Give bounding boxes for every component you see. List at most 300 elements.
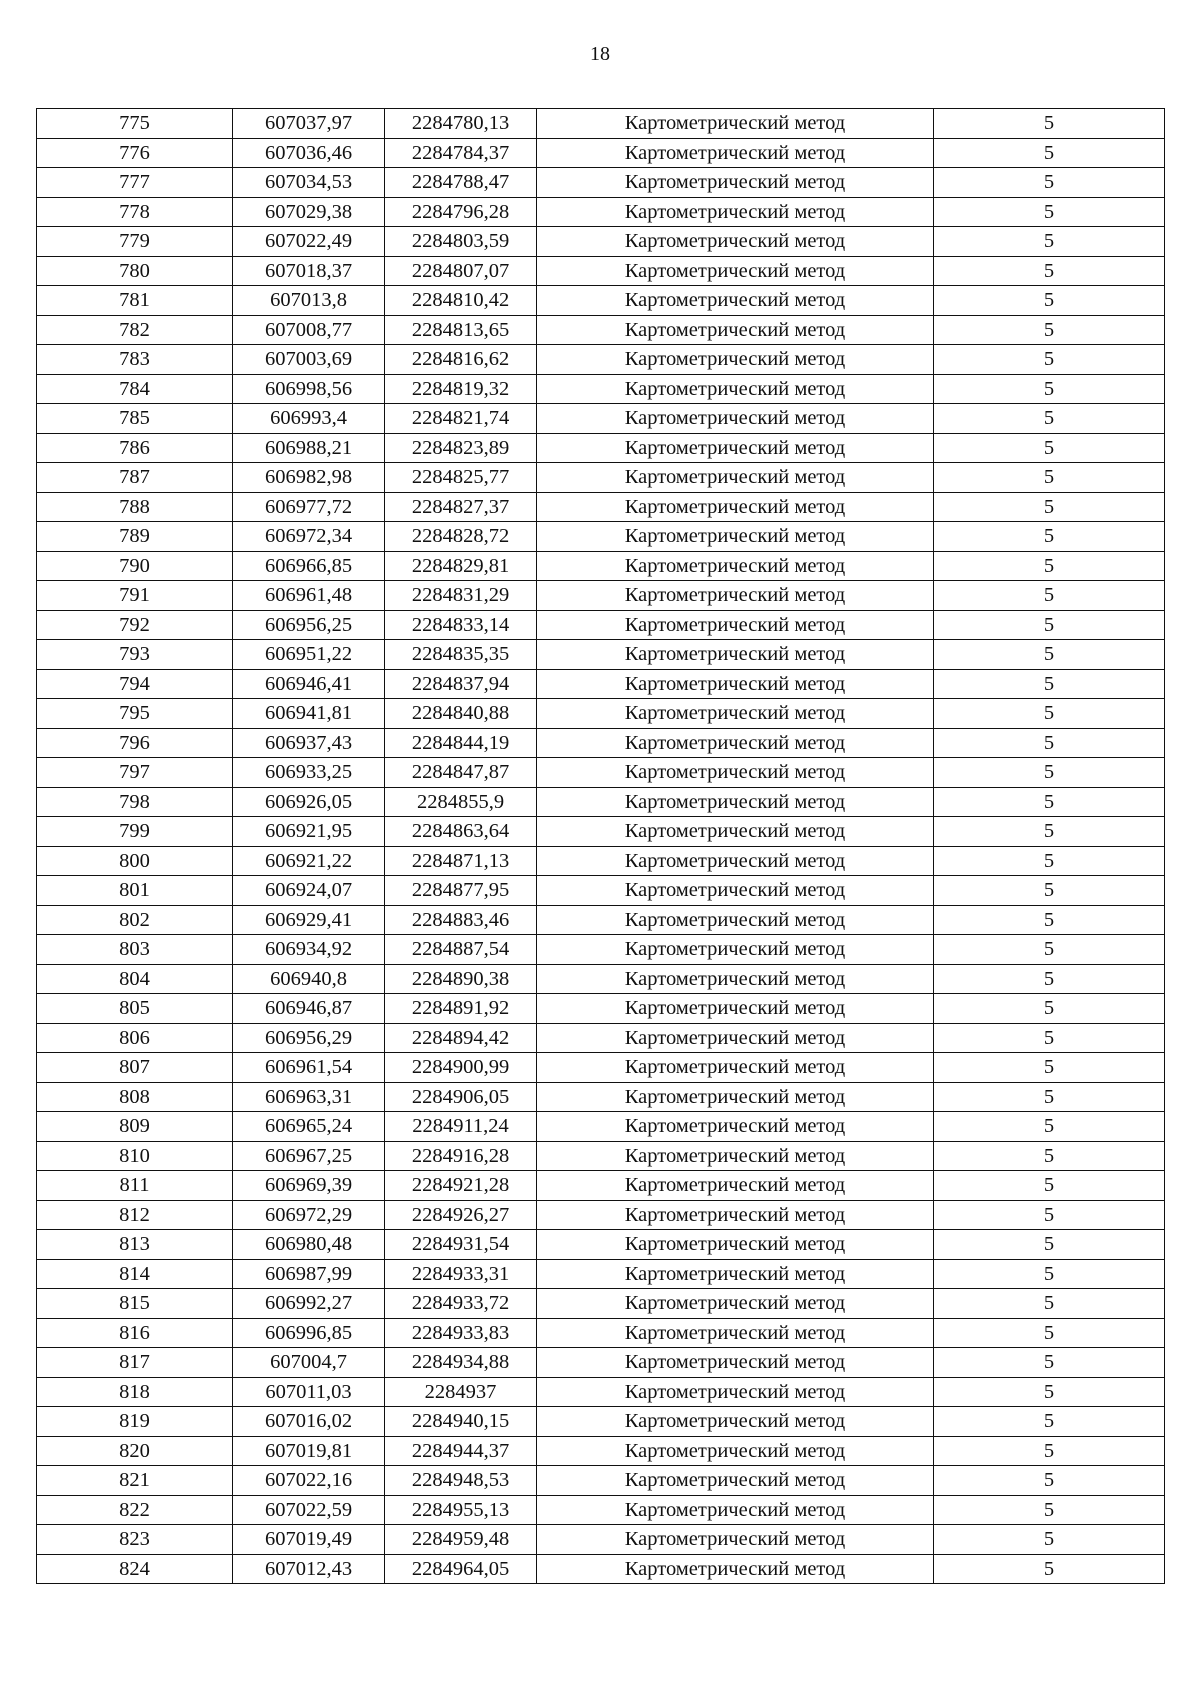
x-coordinate-cell: 606961,54 xyxy=(233,1053,385,1083)
y-coordinate-cell: 2284780,13 xyxy=(385,109,537,139)
point-number-cell: 814 xyxy=(37,1259,233,1289)
table-row xyxy=(37,522,1165,552)
method-cell: Картометрический метод xyxy=(537,610,934,640)
point-number-cell: 786 xyxy=(37,433,233,463)
y-coordinate-cell: 2284933,83 xyxy=(385,1318,537,1348)
accuracy-cell: 5 xyxy=(934,1112,1165,1142)
y-coordinate-cell: 2284788,47 xyxy=(385,168,537,198)
accuracy-cell: 5 xyxy=(934,1023,1165,1053)
table-row xyxy=(37,404,1165,434)
method-cell: Картометрический метод xyxy=(537,1200,934,1230)
x-coordinate-cell: 606972,34 xyxy=(233,522,385,552)
method-cell: Картометрический метод xyxy=(537,669,934,699)
table-row xyxy=(37,669,1165,699)
point-number-cell: 794 xyxy=(37,669,233,699)
y-coordinate-cell: 2284883,46 xyxy=(385,905,537,935)
point-number-cell: 785 xyxy=(37,404,233,434)
method-cell: Картометрический метод xyxy=(537,1023,934,1053)
table-row xyxy=(37,964,1165,994)
table-row xyxy=(37,374,1165,404)
accuracy-cell: 5 xyxy=(934,1289,1165,1319)
accuracy-cell: 5 xyxy=(934,492,1165,522)
accuracy-cell: 5 xyxy=(934,404,1165,434)
point-number-cell: 791 xyxy=(37,581,233,611)
accuracy-cell: 5 xyxy=(934,669,1165,699)
table-row xyxy=(37,728,1165,758)
y-coordinate-cell: 2284835,35 xyxy=(385,640,537,670)
table-row xyxy=(37,345,1165,375)
y-coordinate-cell: 2284933,72 xyxy=(385,1289,537,1319)
method-cell: Картометрический метод xyxy=(537,1466,934,1496)
method-cell: Картометрический метод xyxy=(537,404,934,434)
x-coordinate-cell: 607018,37 xyxy=(233,256,385,286)
x-coordinate-cell: 606977,72 xyxy=(233,492,385,522)
x-coordinate-cell: 606956,25 xyxy=(233,610,385,640)
accuracy-cell: 5 xyxy=(934,168,1165,198)
method-cell: Картометрический метод xyxy=(537,551,934,581)
point-number-cell: 799 xyxy=(37,817,233,847)
method-cell: Картометрический метод xyxy=(537,1112,934,1142)
point-number-cell: 777 xyxy=(37,168,233,198)
x-coordinate-cell: 606946,87 xyxy=(233,994,385,1024)
y-coordinate-cell: 2284955,13 xyxy=(385,1495,537,1525)
method-cell: Картометрический метод xyxy=(537,935,934,965)
accuracy-cell: 5 xyxy=(934,551,1165,581)
y-coordinate-cell: 2284934,88 xyxy=(385,1348,537,1378)
method-cell: Картометрический метод xyxy=(537,1171,934,1201)
method-cell: Картометрический метод xyxy=(537,1348,934,1378)
point-number-cell: 824 xyxy=(37,1554,233,1584)
point-number-cell: 822 xyxy=(37,1495,233,1525)
point-number-cell: 779 xyxy=(37,227,233,257)
method-cell: Картометрический метод xyxy=(537,463,934,493)
method-cell: Картометрический метод xyxy=(537,905,934,935)
y-coordinate-cell: 2284959,48 xyxy=(385,1525,537,1555)
accuracy-cell: 5 xyxy=(934,728,1165,758)
point-number-cell: 811 xyxy=(37,1171,233,1201)
y-coordinate-cell: 2284937 xyxy=(385,1377,537,1407)
method-cell: Картометрический метод xyxy=(537,817,934,847)
accuracy-cell: 5 xyxy=(934,1377,1165,1407)
method-cell: Картометрический метод xyxy=(537,1082,934,1112)
x-coordinate-cell: 607036,46 xyxy=(233,138,385,168)
accuracy-cell: 5 xyxy=(934,138,1165,168)
point-number-cell: 800 xyxy=(37,846,233,876)
point-number-cell: 802 xyxy=(37,905,233,935)
y-coordinate-cell: 2284887,54 xyxy=(385,935,537,965)
point-number-cell: 789 xyxy=(37,522,233,552)
table-row xyxy=(37,817,1165,847)
x-coordinate-cell: 606961,48 xyxy=(233,581,385,611)
x-coordinate-cell: 607022,59 xyxy=(233,1495,385,1525)
table-row xyxy=(37,1318,1165,1348)
accuracy-cell: 5 xyxy=(934,522,1165,552)
table-row xyxy=(37,1495,1165,1525)
accuracy-cell: 5 xyxy=(934,610,1165,640)
x-coordinate-cell: 607004,7 xyxy=(233,1348,385,1378)
method-cell: Картометрический метод xyxy=(537,1377,934,1407)
point-number-cell: 803 xyxy=(37,935,233,965)
point-number-cell: 792 xyxy=(37,610,233,640)
accuracy-cell: 5 xyxy=(934,699,1165,729)
point-number-cell: 788 xyxy=(37,492,233,522)
y-coordinate-cell: 2284900,99 xyxy=(385,1053,537,1083)
point-number-cell: 815 xyxy=(37,1289,233,1319)
table-row xyxy=(37,1466,1165,1496)
table-row xyxy=(37,256,1165,286)
y-coordinate-cell: 2284944,37 xyxy=(385,1436,537,1466)
method-cell: Картометрический метод xyxy=(537,876,934,906)
method-cell: Картометрический метод xyxy=(537,256,934,286)
point-number-cell: 823 xyxy=(37,1525,233,1555)
x-coordinate-cell: 607029,38 xyxy=(233,197,385,227)
accuracy-cell: 5 xyxy=(934,1495,1165,1525)
y-coordinate-cell: 2284833,14 xyxy=(385,610,537,640)
table-row xyxy=(37,1348,1165,1378)
x-coordinate-cell: 607037,97 xyxy=(233,109,385,139)
y-coordinate-cell: 2284823,89 xyxy=(385,433,537,463)
table-row xyxy=(37,197,1165,227)
table-row xyxy=(37,286,1165,316)
point-number-cell: 818 xyxy=(37,1377,233,1407)
method-cell: Картометрический метод xyxy=(537,1554,934,1584)
table-row xyxy=(37,1023,1165,1053)
accuracy-cell: 5 xyxy=(934,197,1165,227)
y-coordinate-cell: 2284911,24 xyxy=(385,1112,537,1142)
y-coordinate-cell: 2284816,62 xyxy=(385,345,537,375)
point-number-cell: 796 xyxy=(37,728,233,758)
y-coordinate-cell: 2284784,37 xyxy=(385,138,537,168)
method-cell: Картометрический метод xyxy=(537,1259,934,1289)
y-coordinate-cell: 2284855,9 xyxy=(385,787,537,817)
y-coordinate-cell: 2284847,87 xyxy=(385,758,537,788)
point-number-cell: 817 xyxy=(37,1348,233,1378)
table-row xyxy=(37,610,1165,640)
y-coordinate-cell: 2284964,05 xyxy=(385,1554,537,1584)
x-coordinate-cell: 606982,98 xyxy=(233,463,385,493)
accuracy-cell: 5 xyxy=(934,1436,1165,1466)
accuracy-cell: 5 xyxy=(934,315,1165,345)
accuracy-cell: 5 xyxy=(934,463,1165,493)
table-row xyxy=(37,1407,1165,1437)
table-row xyxy=(37,1171,1165,1201)
y-coordinate-cell: 2284837,94 xyxy=(385,669,537,699)
accuracy-cell: 5 xyxy=(934,1554,1165,1584)
y-coordinate-cell: 2284829,81 xyxy=(385,551,537,581)
coordinates-table xyxy=(36,108,1165,1584)
y-coordinate-cell: 2284916,28 xyxy=(385,1141,537,1171)
y-coordinate-cell: 2284796,28 xyxy=(385,197,537,227)
method-cell: Картометрический метод xyxy=(537,1053,934,1083)
y-coordinate-cell: 2284828,72 xyxy=(385,522,537,552)
x-coordinate-cell: 606988,21 xyxy=(233,433,385,463)
method-cell: Картометрический метод xyxy=(537,964,934,994)
x-coordinate-cell: 607016,02 xyxy=(233,1407,385,1437)
table-row xyxy=(37,1289,1165,1319)
method-cell: Картометрический метод xyxy=(537,1525,934,1555)
x-coordinate-cell: 607034,53 xyxy=(233,168,385,198)
y-coordinate-cell: 2284890,38 xyxy=(385,964,537,994)
page-number: 18 xyxy=(590,43,610,65)
x-coordinate-cell: 607012,43 xyxy=(233,1554,385,1584)
accuracy-cell: 5 xyxy=(934,1082,1165,1112)
point-number-cell: 806 xyxy=(37,1023,233,1053)
x-coordinate-cell: 606967,25 xyxy=(233,1141,385,1171)
x-coordinate-cell: 607013,8 xyxy=(233,286,385,316)
x-coordinate-cell: 607011,03 xyxy=(233,1377,385,1407)
table-row xyxy=(37,935,1165,965)
x-coordinate-cell: 607008,77 xyxy=(233,315,385,345)
accuracy-cell: 5 xyxy=(934,905,1165,935)
table-row xyxy=(37,1141,1165,1171)
table-row xyxy=(37,1525,1165,1555)
point-number-cell: 808 xyxy=(37,1082,233,1112)
table-row xyxy=(37,994,1165,1024)
accuracy-cell: 5 xyxy=(934,227,1165,257)
method-cell: Картометрический метод xyxy=(537,1141,934,1171)
y-coordinate-cell: 2284813,65 xyxy=(385,315,537,345)
y-coordinate-cell: 2284926,27 xyxy=(385,1200,537,1230)
accuracy-cell: 5 xyxy=(934,109,1165,139)
point-number-cell: 790 xyxy=(37,551,233,581)
x-coordinate-cell: 606937,43 xyxy=(233,728,385,758)
table-row xyxy=(37,581,1165,611)
method-cell: Картометрический метод xyxy=(537,522,934,552)
y-coordinate-cell: 2284940,15 xyxy=(385,1407,537,1437)
accuracy-cell: 5 xyxy=(934,1053,1165,1083)
point-number-cell: 801 xyxy=(37,876,233,906)
accuracy-cell: 5 xyxy=(934,1200,1165,1230)
point-number-cell: 821 xyxy=(37,1466,233,1496)
table-row xyxy=(37,492,1165,522)
accuracy-cell: 5 xyxy=(934,787,1165,817)
x-coordinate-cell: 606987,99 xyxy=(233,1259,385,1289)
accuracy-cell: 5 xyxy=(934,935,1165,965)
table-row xyxy=(37,640,1165,670)
point-number-cell: 783 xyxy=(37,345,233,375)
point-number-cell: 780 xyxy=(37,256,233,286)
x-coordinate-cell: 606996,85 xyxy=(233,1318,385,1348)
y-coordinate-cell: 2284863,64 xyxy=(385,817,537,847)
y-coordinate-cell: 2284807,07 xyxy=(385,256,537,286)
y-coordinate-cell: 2284803,59 xyxy=(385,227,537,257)
accuracy-cell: 5 xyxy=(934,817,1165,847)
accuracy-cell: 5 xyxy=(934,1259,1165,1289)
method-cell: Картометрический метод xyxy=(537,1495,934,1525)
accuracy-cell: 5 xyxy=(934,1466,1165,1496)
accuracy-cell: 5 xyxy=(934,1348,1165,1378)
x-coordinate-cell: 606998,56 xyxy=(233,374,385,404)
point-number-cell: 776 xyxy=(37,138,233,168)
y-coordinate-cell: 2284821,74 xyxy=(385,404,537,434)
x-coordinate-cell: 607022,16 xyxy=(233,1466,385,1496)
method-cell: Картометрический метод xyxy=(537,758,934,788)
method-cell: Картометрический метод xyxy=(537,197,934,227)
point-number-cell: 819 xyxy=(37,1407,233,1437)
table-row xyxy=(37,433,1165,463)
table-row xyxy=(37,876,1165,906)
method-cell: Картометрический метод xyxy=(537,138,934,168)
method-cell: Картометрический метод xyxy=(537,286,934,316)
accuracy-cell: 5 xyxy=(934,1141,1165,1171)
x-coordinate-cell: 606956,29 xyxy=(233,1023,385,1053)
point-number-cell: 798 xyxy=(37,787,233,817)
method-cell: Картометрический метод xyxy=(537,109,934,139)
y-coordinate-cell: 2284827,37 xyxy=(385,492,537,522)
y-coordinate-cell: 2284921,28 xyxy=(385,1171,537,1201)
table-row xyxy=(37,1377,1165,1407)
x-coordinate-cell: 607019,81 xyxy=(233,1436,385,1466)
y-coordinate-cell: 2284931,54 xyxy=(385,1230,537,1260)
table-row xyxy=(37,1200,1165,1230)
x-coordinate-cell: 606972,29 xyxy=(233,1200,385,1230)
x-coordinate-cell: 606926,05 xyxy=(233,787,385,817)
point-number-cell: 797 xyxy=(37,758,233,788)
accuracy-cell: 5 xyxy=(934,1171,1165,1201)
table-row xyxy=(37,699,1165,729)
y-coordinate-cell: 2284906,05 xyxy=(385,1082,537,1112)
point-number-cell: 813 xyxy=(37,1230,233,1260)
method-cell: Картометрический метод xyxy=(537,581,934,611)
method-cell: Картометрический метод xyxy=(537,787,934,817)
accuracy-cell: 5 xyxy=(934,846,1165,876)
x-coordinate-cell: 606940,8 xyxy=(233,964,385,994)
accuracy-cell: 5 xyxy=(934,1407,1165,1437)
point-number-cell: 804 xyxy=(37,964,233,994)
x-coordinate-cell: 606941,81 xyxy=(233,699,385,729)
y-coordinate-cell: 2284948,53 xyxy=(385,1466,537,1496)
accuracy-cell: 5 xyxy=(934,374,1165,404)
method-cell: Картометрический метод xyxy=(537,846,934,876)
method-cell: Картометрический метод xyxy=(537,1289,934,1319)
x-coordinate-cell: 606934,92 xyxy=(233,935,385,965)
y-coordinate-cell: 2284840,88 xyxy=(385,699,537,729)
x-coordinate-cell: 606993,4 xyxy=(233,404,385,434)
table-row xyxy=(37,1053,1165,1083)
table-row xyxy=(37,315,1165,345)
accuracy-cell: 5 xyxy=(934,758,1165,788)
method-cell: Картометрический метод xyxy=(537,168,934,198)
point-number-cell: 809 xyxy=(37,1112,233,1142)
accuracy-cell: 5 xyxy=(934,256,1165,286)
table-row xyxy=(37,1230,1165,1260)
method-cell: Картометрический метод xyxy=(537,492,934,522)
method-cell: Картометрический метод xyxy=(537,374,934,404)
y-coordinate-cell: 2284844,19 xyxy=(385,728,537,758)
x-coordinate-cell: 606933,25 xyxy=(233,758,385,788)
accuracy-cell: 5 xyxy=(934,345,1165,375)
method-cell: Картометрический метод xyxy=(537,1407,934,1437)
method-cell: Картометрический метод xyxy=(537,227,934,257)
accuracy-cell: 5 xyxy=(934,1525,1165,1555)
table-row xyxy=(37,905,1165,935)
table-row xyxy=(37,1112,1165,1142)
y-coordinate-cell: 2284877,95 xyxy=(385,876,537,906)
x-coordinate-cell: 606963,31 xyxy=(233,1082,385,1112)
y-coordinate-cell: 2284831,29 xyxy=(385,581,537,611)
x-coordinate-cell: 606921,95 xyxy=(233,817,385,847)
x-coordinate-cell: 606921,22 xyxy=(233,846,385,876)
y-coordinate-cell: 2284891,92 xyxy=(385,994,537,1024)
table-row xyxy=(37,758,1165,788)
x-coordinate-cell: 606924,07 xyxy=(233,876,385,906)
point-number-cell: 787 xyxy=(37,463,233,493)
table-row xyxy=(37,1259,1165,1289)
table-row xyxy=(37,463,1165,493)
y-coordinate-cell: 2284871,13 xyxy=(385,846,537,876)
coordinates-table-body xyxy=(37,109,1165,1584)
x-coordinate-cell: 607003,69 xyxy=(233,345,385,375)
method-cell: Картометрический метод xyxy=(537,345,934,375)
x-coordinate-cell: 607022,49 xyxy=(233,227,385,257)
x-coordinate-cell: 606992,27 xyxy=(233,1289,385,1319)
accuracy-cell: 5 xyxy=(934,1318,1165,1348)
point-number-cell: 816 xyxy=(37,1318,233,1348)
method-cell: Картометрический метод xyxy=(537,994,934,1024)
table-row xyxy=(37,168,1165,198)
point-number-cell: 781 xyxy=(37,286,233,316)
table-row xyxy=(37,1436,1165,1466)
point-number-cell: 812 xyxy=(37,1200,233,1230)
y-coordinate-cell: 2284933,31 xyxy=(385,1259,537,1289)
table-row xyxy=(37,1554,1165,1584)
accuracy-cell: 5 xyxy=(934,994,1165,1024)
point-number-cell: 775 xyxy=(37,109,233,139)
table-row xyxy=(37,1082,1165,1112)
method-cell: Картометрический метод xyxy=(537,699,934,729)
point-number-cell: 795 xyxy=(37,699,233,729)
x-coordinate-cell: 606946,41 xyxy=(233,669,385,699)
table-row xyxy=(37,109,1165,139)
point-number-cell: 782 xyxy=(37,315,233,345)
y-coordinate-cell: 2284819,32 xyxy=(385,374,537,404)
y-coordinate-cell: 2284894,42 xyxy=(385,1023,537,1053)
x-coordinate-cell: 606965,24 xyxy=(233,1112,385,1142)
table-row xyxy=(37,787,1165,817)
table-row xyxy=(37,227,1165,257)
x-coordinate-cell: 606969,39 xyxy=(233,1171,385,1201)
method-cell: Картометрический метод xyxy=(537,1230,934,1260)
point-number-cell: 807 xyxy=(37,1053,233,1083)
x-coordinate-cell: 606951,22 xyxy=(233,640,385,670)
method-cell: Картометрический метод xyxy=(537,433,934,463)
method-cell: Картометрический метод xyxy=(537,728,934,758)
table-row xyxy=(37,551,1165,581)
point-number-cell: 784 xyxy=(37,374,233,404)
point-number-cell: 805 xyxy=(37,994,233,1024)
accuracy-cell: 5 xyxy=(934,286,1165,316)
method-cell: Картометрический метод xyxy=(537,1318,934,1348)
accuracy-cell: 5 xyxy=(934,876,1165,906)
method-cell: Картометрический метод xyxy=(537,640,934,670)
table-row xyxy=(37,138,1165,168)
accuracy-cell: 5 xyxy=(934,433,1165,463)
accuracy-cell: 5 xyxy=(934,964,1165,994)
x-coordinate-cell: 607019,49 xyxy=(233,1525,385,1555)
accuracy-cell: 5 xyxy=(934,640,1165,670)
point-number-cell: 793 xyxy=(37,640,233,670)
point-number-cell: 810 xyxy=(37,1141,233,1171)
table-row xyxy=(37,846,1165,876)
x-coordinate-cell: 606966,85 xyxy=(233,551,385,581)
x-coordinate-cell: 606980,48 xyxy=(233,1230,385,1260)
method-cell: Картометрический метод xyxy=(537,315,934,345)
point-number-cell: 778 xyxy=(37,197,233,227)
method-cell: Картометрический метод xyxy=(537,1436,934,1466)
y-coordinate-cell: 2284810,42 xyxy=(385,286,537,316)
accuracy-cell: 5 xyxy=(934,581,1165,611)
x-coordinate-cell: 606929,41 xyxy=(233,905,385,935)
